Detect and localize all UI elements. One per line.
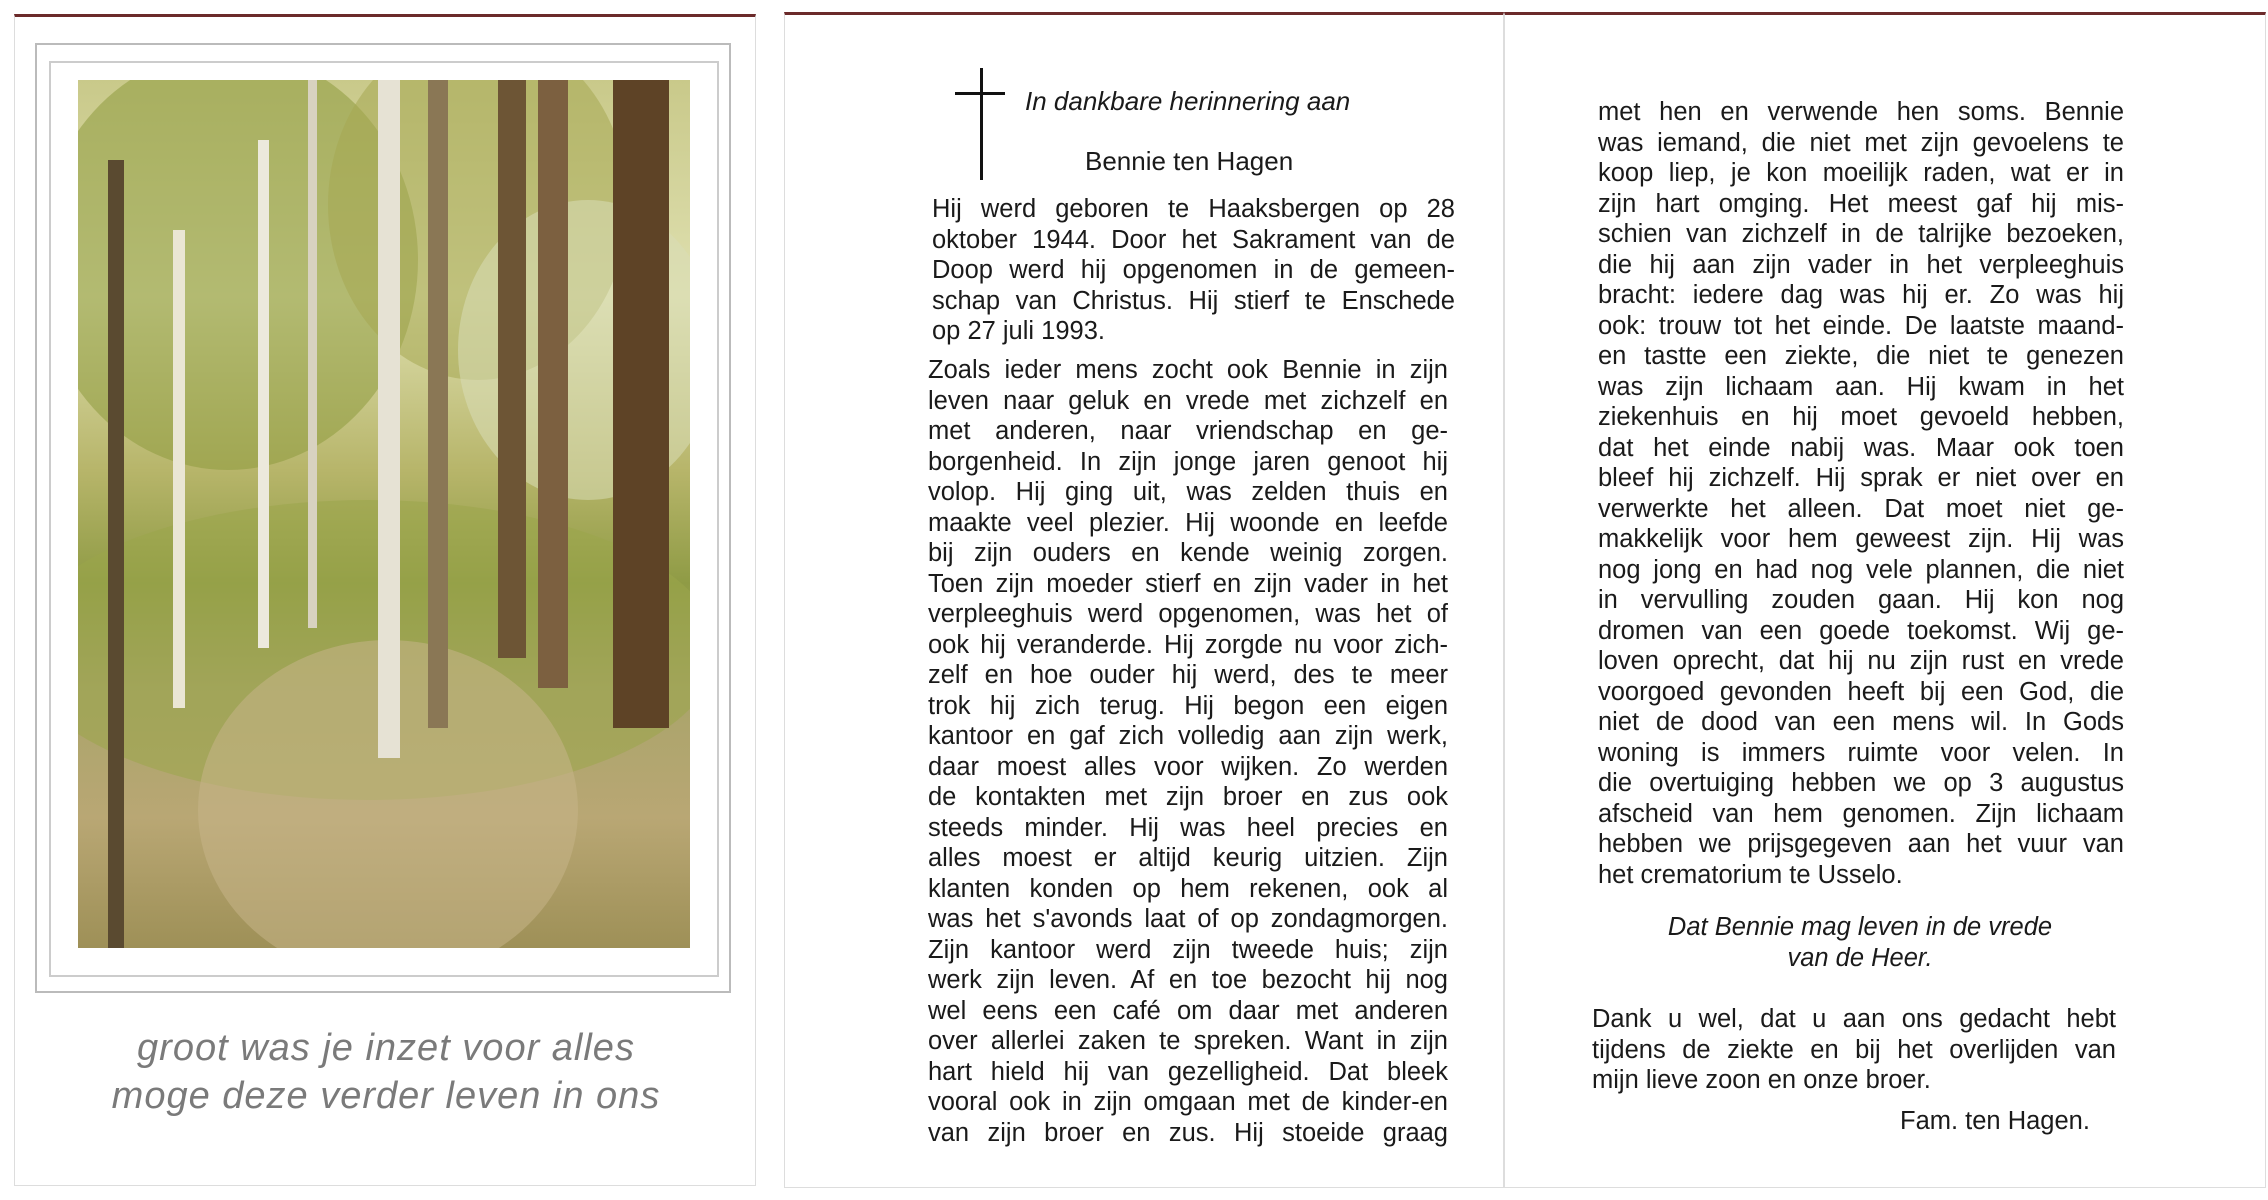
text-line: koop liep, je kon moeilijk raden, wat er in (1598, 159, 2124, 187)
text-line: die overtuiging hebben we op 3 augustus (1598, 769, 2124, 797)
text-line: maakte veel plezier. Hij woonde en leefde (928, 508, 1448, 537)
text-line: dat het einde nabij was. Maar ook toen (1598, 433, 2124, 462)
text-line: volop. Hij ging uit, was zelden thuis en (928, 478, 1448, 506)
text-line: werk zijn leven. Af en toe bezocht hij nog (928, 966, 1448, 994)
text-line: daar moest alles voor wijken. Zo werden (928, 752, 1448, 781)
text-line: voorgoed gevonden heeft bij een God, die (1598, 677, 2124, 706)
text-line: kantoor en gaf zich volledig aan zijn werk, (928, 722, 1448, 750)
text-line: die hij aan zijn vader in het verpleeghuis (1598, 250, 2124, 279)
text-line: klanten konden op hem rekenen, ook al (928, 874, 1448, 903)
text-line: Hij werd geboren te Haaksbergen op 28 (932, 195, 1455, 223)
text-line: loven oprecht, dat hij nu zijn rust en vrede (1598, 647, 2124, 675)
text-line: borgenheid. In zijn jonge jaren genoot hij (928, 447, 1448, 476)
text-line: alles moest er altijd keurig uitzien. Zijn (928, 844, 1448, 872)
cross-icon (980, 68, 983, 180)
text-line: Dank u wel, dat u aan ons gedacht hebt (1592, 1005, 2116, 1033)
text-line: nog jong en had nog vele plannen, die niet (1598, 555, 2124, 584)
text-line: de kontakten met zijn broer en zus ook (928, 783, 1448, 811)
thanks-paragraph (1592, 1004, 2116, 1096)
text-line: schap van Christus. Hij stierf te Enschede (932, 286, 1455, 315)
caption-line-2: moge deze verder leven in ons (111, 1075, 661, 1117)
text-line: in vervulling zouden gaan. Hij kon nog (1598, 586, 2124, 614)
text-line: afscheid van hem genomen. Zijn lichaam (1598, 799, 2124, 828)
text-line: woning is immers ruimte voor velen. In (1598, 738, 2124, 767)
text-line: makkelijk voor hem geweest zijn. Hij was (1598, 525, 2124, 553)
text-line: hart hield hij van gezelligheid. Dat bleek (928, 1057, 1448, 1086)
text-line: leven naar geluk en vrede met zichzelf en (928, 386, 1448, 415)
text-line: wel eens een café om daar met anderen (928, 996, 1448, 1025)
text-line: het crematorium te Usselo. (1598, 860, 1903, 889)
text-line: met hen en verwende hen soms. Bennie (1598, 98, 2124, 126)
text-line: van zijn broer en zus. Hij stoeide graag (928, 1118, 1448, 1147)
text-line: en tastte een ziekte, die niet te genezen (1598, 342, 2124, 370)
heading: In dankbare herinnering aan (1025, 86, 1351, 116)
birth-paragraph (932, 194, 1455, 347)
text-line: steeds minder. Hij was heel precies en (928, 813, 1448, 842)
text-line: met anderen, naar vriendschap en ge- (928, 417, 1448, 445)
cross-icon-bar (955, 92, 1005, 95)
forest-photo (78, 80, 690, 948)
text-line: bleef hij zichzelf. Hij sprak er niet over en (1598, 464, 2124, 492)
deceased-name: Bennie ten Hagen (1085, 146, 1294, 176)
text-line: mijn lieve zoon en onze broer. (1592, 1066, 1931, 1094)
prayer-line: van de Heer. (1787, 944, 1933, 972)
text-line: ook: trouw tot het einde. De laatste maand- (1598, 311, 2124, 340)
life-paragraph (928, 355, 1448, 1148)
text-line: Toen zijn moeder stierf en zijn vader in het (928, 569, 1448, 598)
text-line: bracht: iedere dag was hij er. Zo was hij (1598, 281, 2124, 309)
text-line: was iemand, die niet met zijn gevoelens te (1598, 128, 2124, 157)
text-line: ziekenhuis en hij moet gevoeld hebben, (1598, 403, 2124, 431)
text-line: tijdens de ziekte en bij het overlijden van (1592, 1035, 2116, 1064)
prayer-line: Dat Bennie mag leven in de vrede (1667, 913, 2053, 941)
text-line: hebben we prijsgegeven aan het vuur van (1598, 830, 2124, 858)
text-line: zijn hart omging. Het meest gaf hij mis- (1598, 189, 2124, 218)
text-line: verwerkte het alleen. Dat moet niet ge- (1598, 494, 2124, 523)
signature: Fam. ten Hagen. (1900, 1107, 2090, 1135)
prayer (1590, 912, 2130, 974)
text-line: zelf en hoe ouder hij werd, des te meer (928, 661, 1448, 689)
text-line: bij zijn ouders en kende weinig zorgen. (928, 539, 1448, 567)
text-line: Doop werd hij opgenomen in de gemeen- (932, 256, 1455, 284)
caption-line-1: groot was je inzet voor alles (137, 1027, 635, 1069)
text-line: dromen van een goede toekomst. Wij ge- (1598, 616, 2124, 645)
text-line: trok hij zich terug. Hij begon een eigen (928, 691, 1448, 720)
text-line: op 27 juli 1993. (932, 317, 1105, 345)
text-line: niet de dood van een mens wil. In Gods (1598, 708, 2124, 736)
text-line: over allerlei zaken te spreken. Want in zijn (928, 1027, 1448, 1055)
text-line: was het s'avonds laat of op zondagmorgen. (928, 905, 1448, 933)
continued-paragraph (1598, 97, 2124, 890)
text-line: vooral ook in zijn omgaan met de kinder-en (928, 1088, 1448, 1116)
text-line: verpleeghuis werd opgenomen, was het of (928, 600, 1448, 628)
text-line: Zoals ieder mens zocht ook Bennie in zijn (928, 356, 1448, 384)
text-line: ook hij veranderde. Hij zorgde nu voor zich- (928, 630, 1448, 659)
text-line: was zijn lichaam aan. Hij kwam in het (1598, 372, 2124, 401)
text-line: Zijn kantoor werd zijn tweede huis; zijn (928, 935, 1448, 964)
text-line: schien van zichzelf in de talrijke bezoeken, (1598, 220, 2124, 248)
text-line: oktober 1944. Door het Sakrament van de (932, 225, 1455, 254)
